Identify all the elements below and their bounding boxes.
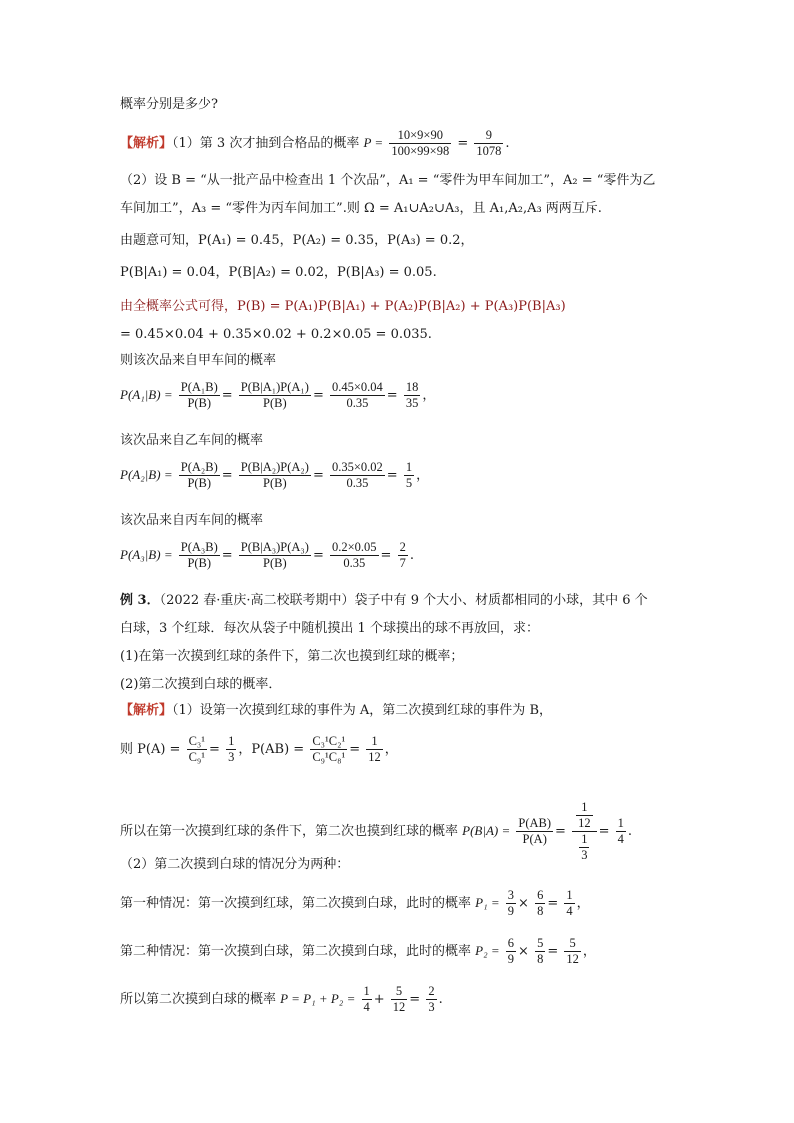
denominator: 3 [581,848,588,862]
punct: ， [582,944,596,959]
text-line: (2)第二次摸到白球的概率． [120,677,282,692]
fraction [310,734,347,765]
denominator: 8 [537,952,544,966]
numerator: P(B|A₂)P(A₂) [240,460,309,474]
denominator: 8 [537,904,544,918]
compound-fraction [572,800,597,863]
denominator: P(B) [187,476,212,490]
lhs: P₁ = [475,895,500,910]
fraction [239,460,311,491]
denominator: 0.35 [346,396,369,410]
numerator: 9 [474,128,503,144]
fraction [179,540,220,571]
text-line: （2）第二次摸到白球的情况分为两种： [120,857,350,872]
denominator: 9 [507,904,515,918]
fraction [474,128,503,159]
numerator: 6 [507,936,515,950]
denominator: P(B) [187,556,212,570]
numerator: P(B|A₃)P(A₃) [240,540,309,554]
fraction [564,936,581,967]
denominator: 1078 [476,144,502,158]
denominator: 4 [363,1000,370,1014]
text-line: = 0.45×0.04 + 0.35×0.02 + 0.2×0.05 = 0.035. [120,327,432,342]
denominator: P(B) [263,476,287,490]
math: = [457,136,469,151]
formula-line: 所以第二次摸到白球的概率 P = P₁ + P₂ = $\frac{1}{4}$ + $\frac{5}{12}$ = $\frac{2}{3}$ . [120,984,443,1014]
numerator: 5 [564,936,581,952]
fraction [179,380,220,411]
punct: ， [384,742,398,757]
numerator: 18 [405,380,419,394]
numerator: 1 [576,800,593,816]
fraction [391,984,408,1015]
text-line: 概率分别是多少? [120,97,218,112]
text: 则 P(A) = [120,742,181,757]
fraction [579,832,589,863]
denominator: P(B) [187,396,212,410]
denominator: 3 [228,750,235,764]
punct: ， [576,896,590,911]
denominator: 12 [566,952,579,966]
denominator: 9 [507,952,515,966]
lhs: P = P₁ + P₂ = [280,991,356,1006]
text-line: (1)在第一次摸到红球的条件下，第二次也摸到红球的概率； [120,649,464,664]
text-line: 该次品来自乙车间的概率 [120,433,264,448]
fraction [564,888,574,919]
fraction [330,540,379,571]
text: 第二种情况：第一次摸到白球，第二次摸到白球，此时的概率 [120,944,472,959]
answer-part-1 [120,128,510,159]
solution-part-1 [120,702,552,720]
numerator: 1 [366,734,383,750]
analysis-tag: 【解析】 [120,136,173,151]
denominator: 4 [617,832,624,846]
numerator: P(AB) [518,816,552,830]
text-line: 则该次品来自甲车间的概率 [120,353,277,368]
numerator: 5 [391,984,408,1000]
fraction [404,460,414,491]
fraction [187,734,207,765]
lhs: P(A₂|B) = [120,467,173,482]
denominator: 35 [405,396,419,410]
formula-line: 则 P(A) = $\frac{\text{C₃¹}}{\text{C₉¹}}$ = $\frac{1}{3}$ ，P(AB) = $\frac{\text{C₃¹C₂¹}}{\text{C₉¹C₈¹}}$ = $\frac{1}{12}$ ， [120,734,398,764]
text-line: P(B|A₁) = 0.04，P(B|A₂) = 0.02，P(B|A₃) = 0.05. [120,265,437,280]
formula-line: 第二种情况：第一次摸到白球，第二次摸到白球，此时的概率 P₂ = $\frac{6}{9}$ × $\frac{5}{8}$ = $\frac{5}{12}$ ， [120,936,596,966]
fraction [535,888,545,919]
text-line: 该次品来自丙车间的概率 [120,513,264,528]
fraction [330,380,385,411]
denominator: 4 [566,904,573,918]
numerator: 0.45×0.04 [331,380,383,394]
fraction [506,888,516,919]
numerator: 1 [363,984,370,998]
fraction [179,460,220,491]
text: （2022 春·重庆·高二校联考期中）袋子中有 9 个大小、材质都相同的小球，其中 6 个 [159,593,648,608]
denominator: P(B) [263,396,287,410]
text-line: （2）设 B = “从一批产品中检查出 1 个次品”，A₁ = “零件为甲车间加工”，A₂ = “零件为乙 [120,173,656,188]
denominator: 0.35 [343,556,366,570]
fraction [535,936,545,967]
numerator: P(A₃B) [180,540,218,554]
denominator: C₉¹C₈¹ [312,750,346,764]
denominator: 3 [428,1000,435,1014]
fraction [404,380,421,411]
text: 所以第二次摸到白球的概率 [120,992,277,1007]
numerator: P(B|A₁)P(A₁) [240,380,309,394]
lhs: P(B|A) = [462,823,511,838]
punct: . [627,824,632,839]
denominator: 100×99×98 [391,144,450,158]
fraction [330,460,385,491]
formula-a1: P(A₁|B) = $\frac{\text{P(A₁B)}}{P(B)}$ = $\frac{\text{P(B|A₁)P(A₁)}}{P(B)}$ = $\frac{0.45\times 0.04}{0.35}$ = $\frac{18}{35}$ ， [120,380,436,410]
fraction [426,984,436,1015]
numerator: C₃¹C₂¹ [312,734,346,748]
punct: . [409,548,414,563]
text-line: 由全概率公式可得，P(B) = P(A₁)P(B|A₁) + P(A₂)P(B|A₂) + P(A₃)P(B|A₃) [120,299,566,314]
numerator: 2 [428,984,435,998]
text-line: 车间加工”，A₃ = “零件为丙车间加工”.则 Ω = A₁∪A₂∪A₃，且 A₁,A₂,A₃ 两两互斥. [120,201,602,216]
numerator: 2 [399,540,406,554]
denominator: 12 [392,1000,406,1014]
punct: . [438,992,443,1007]
numerator: 0.35×0.02 [331,460,383,474]
numerator: P(A₂B) [180,460,218,474]
fraction [576,800,593,831]
fraction [226,734,236,765]
numerator: P(A₁B) [180,380,218,394]
text-line: 白球，3 个红球．每次从袋子中随机摸出 1 个球摸出的球不再放回，求： [120,621,539,636]
numerator: 3 [507,888,515,902]
lhs: P₂ = [475,943,500,958]
example-3-heading [120,592,648,610]
numerator: 1 [566,888,573,902]
denominator: 0.35 [346,476,369,490]
punct: ， [416,468,430,483]
text: 所以在第一次摸到红球的条件下，第二次也摸到红球的概率 [120,824,459,839]
denominator: 12 [368,750,381,764]
numerator: 10×9×90 [389,128,451,144]
text: ，P(AB) = [238,742,305,757]
fraction [616,816,626,847]
formula-line: 所以在第一次摸到红球的条件下，第二次也摸到红球的概率 P(B|A) = $\frac{P(AB)}{P(A)}$ = $\frac{\frac{1}{12}}{\frac{1}{3}}$ = $\frac{1}{4}$ . [120,800,632,862]
numerator: 5 [537,936,544,950]
denominator: 5 [405,476,413,490]
fraction [239,540,311,571]
formula-line: 第一种情况：第一次摸到红球，第二次摸到白球，此时的概率 P₁ = $\frac{3}{9}$ × $\frac{6}{8}$ = $\frac{1}{4}$ ， [120,888,590,918]
text-line: 由题意可知，P(A₁) = 0.45，P(A₂) = 0.35，P(A₃) = 0.2， [120,233,474,248]
denominator: 7 [399,556,406,570]
formula-a3: P(A₃|B) = $\frac{\text{P(A₃B)}}{P(B)}$ = $\frac{\text{P(B|A₃)P(A₃)}}{P(B)}$ = $\frac{0.2\times 0.05}{0.35}$ = $\frac{2}{7}$ . [120,540,414,570]
fraction [239,380,311,411]
lhs: P(A₃|B) = [120,547,173,562]
numerator: C₃¹ [188,734,206,748]
example-label: 例 3． [120,593,160,608]
denominator: C₉¹ [188,750,206,764]
fraction [362,984,372,1015]
numerator: 0.2×0.05 [331,540,377,554]
numerator: 1 [581,832,588,846]
denominator: P(A) [522,832,547,846]
numerator: 1 [228,734,235,748]
formula-a2: P(A₂|B) = $\frac{\text{P(A₂B)}}{P(B)}$ = $\frac{\text{P(B|A₂)P(A₂)}}{P(B)}$ = $\frac{0.35\times 0.02}{0.35}$ = $\frac{1}{5}$ ， [120,460,430,490]
fraction [398,540,408,571]
lhs: P(A₁|B) = [120,387,173,402]
math: P = [363,135,384,150]
text: 第一种情况：第一次摸到红球，第二次摸到白球，此时的概率 [120,896,472,911]
punct: ， [422,388,436,403]
numerator [572,800,597,832]
text: （1）设第一次摸到红球的事件为 A，第二次摸到红球的事件为 B， [172,703,552,718]
fraction [389,128,451,159]
numerator: 6 [537,888,544,902]
fraction [506,936,516,967]
punct: . [505,136,510,151]
text: （1）第 3 次才抽到合格品的概率 [172,136,360,151]
fraction [366,734,383,765]
denominator: 12 [578,816,591,830]
denominator: P(B) [263,556,287,570]
denominator [572,832,597,863]
analysis-tag: 【解析】 [120,703,173,718]
numerator: 1 [617,816,624,830]
numerator: 1 [405,460,413,474]
fraction [516,816,553,847]
